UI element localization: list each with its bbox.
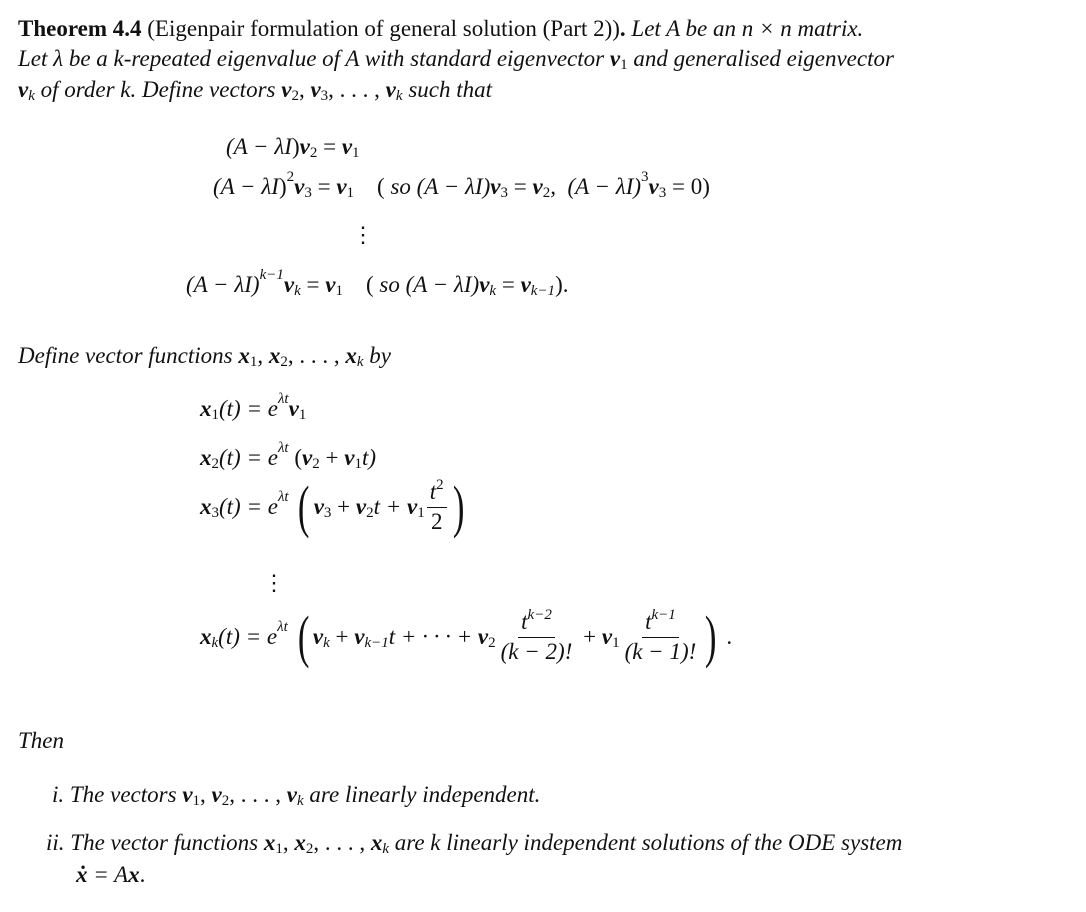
- math-text: Then: [18, 728, 64, 753]
- bold-vector-symbol: v: [325, 272, 336, 297]
- math-text: k: [294, 282, 301, 299]
- numerator: [642, 608, 679, 638]
- bold-vector-symbol: v: [648, 174, 659, 199]
- large-parenthesis: (: [297, 604, 309, 670]
- bold-vector-symbol: v: [299, 134, 310, 159]
- math-text: ,: [200, 782, 212, 807]
- math-text: t): [361, 445, 377, 470]
- math-text: t +: [373, 494, 408, 520]
- math-text: k: [356, 353, 364, 370]
- bold-vector-symbol: x: [268, 343, 281, 368]
- math-text: 1: [249, 353, 258, 370]
- bold-vector-symbol: x: [200, 624, 212, 650]
- bold-vector-symbol: v: [302, 445, 313, 470]
- math-text: 3: [500, 184, 508, 201]
- math-text: 2: [366, 504, 374, 521]
- math-text: , . . . ,: [313, 830, 371, 855]
- conclusion-item-1: [52, 782, 540, 808]
- math-text: 1: [211, 406, 219, 423]
- function-x1: [200, 390, 307, 423]
- math-text: 2: [280, 353, 288, 370]
- bold-vector-symbol: v: [294, 174, 305, 199]
- vertical-dots: ⋮: [263, 570, 285, 595]
- math-text: =: [300, 272, 326, 297]
- math-text: are k linearly independent solutions of the ODE system: [389, 830, 903, 855]
- bold-vector-symbol: v: [344, 445, 355, 470]
- bold-vector-symbol: v: [609, 46, 621, 71]
- bold-vector-symbol: v: [281, 77, 292, 102]
- math-text: 1: [612, 634, 620, 651]
- bold-vector-symbol: x: [128, 862, 140, 887]
- bold-vector-symbol: v: [341, 134, 353, 159]
- fraction: [498, 608, 576, 667]
- bold-vector-symbol: ẋ: [76, 862, 88, 887]
- math-text: t + · · · +: [388, 624, 478, 650]
- theorem-text-line: [18, 46, 894, 72]
- conclusion-item-2-cont: [76, 862, 145, 888]
- vertical-dots: ⋮: [352, 222, 374, 247]
- math-text: (A − λ: [226, 134, 285, 159]
- math-text: 2: [312, 455, 320, 472]
- bold-vector-symbol: x: [294, 830, 306, 855]
- denominator: [622, 638, 700, 667]
- math-text: 2: [305, 840, 314, 857]
- numerator: [427, 478, 447, 508]
- math-text: 2: [221, 792, 230, 809]
- math-text: Let A be an n × n matrix.: [625, 16, 864, 41]
- math-text: k−1: [364, 634, 389, 651]
- equation-1: [226, 134, 360, 160]
- math-text: .: [720, 624, 733, 650]
- math-text: t: [521, 609, 528, 634]
- math-text: k−2: [527, 607, 552, 623]
- math-text: ): [291, 134, 300, 159]
- math-text: λt: [277, 618, 288, 635]
- math-text: =: [317, 134, 342, 159]
- math-text: (: [288, 445, 303, 470]
- equation-2: [213, 168, 710, 201]
- math-text: ,: [282, 830, 295, 855]
- math-text: +: [319, 445, 345, 470]
- math-text: (k − 1)!: [624, 638, 697, 664]
- large-parenthesis: ): [452, 474, 465, 540]
- math-text: [289, 494, 295, 520]
- bold-vector-symbol: v: [354, 624, 365, 650]
- denominator: [428, 508, 446, 537]
- bold-vector-symbol: x: [263, 830, 276, 855]
- math-text: 2: [211, 455, 219, 472]
- math-text: and generalised eigenvector: [627, 46, 894, 71]
- conclusion-item-2: [46, 830, 902, 856]
- define-text: [18, 343, 391, 369]
- math-text: 2: [291, 87, 299, 104]
- math-text: I: [271, 174, 279, 199]
- math-text: 2: [436, 477, 444, 493]
- math-text: 1: [335, 282, 343, 299]
- math-text: 2: [488, 634, 496, 651]
- math-text: k: [489, 282, 497, 299]
- fraction: [622, 608, 700, 667]
- math-text: λt: [277, 488, 289, 505]
- math-text: Theorem 4.4: [18, 16, 142, 41]
- math-text: (t) = e: [219, 494, 278, 520]
- math-text: so: [390, 174, 417, 199]
- bold-vector-symbol: v: [310, 77, 321, 102]
- math-text: (: [342, 272, 380, 297]
- math-text: 1: [192, 792, 201, 809]
- math-text: k: [28, 87, 35, 104]
- math-text: +: [577, 624, 602, 650]
- math-text: , . . . ,: [328, 77, 386, 102]
- bold-vector-symbol: x: [200, 396, 212, 421]
- large-parenthesis: (: [298, 474, 310, 540]
- math-text: 1: [620, 56, 628, 73]
- theorem-heading: [18, 16, 863, 42]
- bold-vector-symbol: v: [490, 174, 501, 199]
- denominator: [498, 638, 576, 667]
- theorem-text-line: [18, 77, 492, 103]
- bold-vector-symbol: v: [283, 272, 295, 297]
- bold-vector-symbol: v: [532, 174, 543, 199]
- bold-vector-symbol: v: [385, 77, 396, 102]
- math-text: 1: [354, 455, 362, 472]
- bold-vector-symbol: x: [238, 343, 250, 368]
- math-text: λt: [277, 390, 289, 407]
- math-text: of order k. Define vectors: [34, 77, 282, 102]
- math-text: 3: [658, 184, 667, 201]
- math-text: .: [619, 16, 626, 41]
- math-text: 2: [309, 144, 318, 161]
- math-text: , . . . ,: [229, 782, 287, 807]
- math-text: 3: [641, 168, 649, 185]
- math-text: (t) = e: [219, 445, 278, 470]
- math-text: 3: [323, 504, 332, 521]
- math-text: +: [329, 624, 355, 650]
- math-text: ,: [257, 343, 269, 368]
- math-text: (: [354, 174, 391, 199]
- math-text: (A − λ: [213, 174, 272, 199]
- bold-vector-symbol: v: [520, 272, 531, 297]
- math-text: by: [363, 343, 391, 368]
- math-text: 1: [417, 504, 425, 521]
- math-text: k: [211, 634, 219, 651]
- math-text: Let λ be a k-repeated eigenvalue of A with standard eigenvector: [18, 46, 610, 71]
- math-text: , (A − λI): [550, 174, 642, 199]
- bold-vector-symbol: v: [312, 624, 324, 650]
- math-text: k: [382, 840, 389, 857]
- bold-vector-symbol: x: [200, 494, 212, 520]
- math-text: so: [379, 272, 406, 297]
- bold-vector-symbol: v: [601, 624, 613, 650]
- fraction: [427, 478, 447, 537]
- math-text: 3: [320, 87, 329, 104]
- bold-vector-symbol: v: [286, 782, 297, 807]
- math-text: t: [645, 609, 652, 634]
- math-text: (A − λI): [186, 272, 260, 297]
- math-text: +: [331, 494, 356, 520]
- math-text: k−1: [530, 282, 556, 299]
- math-text: such that: [402, 77, 493, 102]
- math-text: = 0): [666, 174, 710, 199]
- math-text: t: [429, 479, 437, 504]
- math-text: 1: [346, 184, 355, 201]
- math-text: ,: [298, 77, 311, 102]
- bold-vector-symbol: v: [355, 494, 367, 520]
- math-text: (k − 2)!: [500, 638, 573, 664]
- math-text: 2: [286, 168, 295, 185]
- math-text: 3: [211, 504, 219, 521]
- bold-vector-symbol: x: [345, 343, 357, 368]
- bold-vector-symbol: v: [477, 624, 489, 650]
- math-text: k−1: [259, 266, 284, 283]
- math-text: I: [284, 134, 292, 159]
- math-text: k−1: [651, 607, 676, 623]
- math-text: =: [311, 174, 337, 199]
- function-x2: [200, 439, 377, 472]
- numerator: [518, 608, 555, 638]
- math-text: 3: [304, 184, 312, 201]
- math-text: are linearly independent.: [303, 782, 541, 807]
- math-text: Define vector functions: [18, 343, 239, 368]
- bold-vector-symbol: x: [370, 830, 383, 855]
- math-text: (t) = e: [218, 624, 278, 650]
- math-text: = A: [87, 862, 129, 887]
- math-text: 2: [430, 508, 443, 534]
- bold-vector-symbol: v: [211, 782, 222, 807]
- bold-vector-symbol: v: [18, 77, 29, 102]
- math-text: 1: [275, 840, 283, 857]
- math-text: , . . . ,: [287, 343, 346, 368]
- math-text: 1: [352, 144, 360, 161]
- math-text: [288, 624, 294, 650]
- math-text: (Eigenpair formulation of general solution (Part 2)): [141, 16, 620, 41]
- math-text: k: [296, 792, 304, 809]
- math-text: 1: [298, 406, 307, 423]
- bold-vector-symbol: v: [479, 272, 490, 297]
- bold-vector-symbol: v: [288, 396, 299, 421]
- large-parenthesis: ): [705, 604, 717, 670]
- bold-vector-symbol: v: [336, 174, 347, 199]
- bold-vector-symbol: v: [182, 782, 193, 807]
- math-text: ).: [555, 272, 569, 297]
- function-x3: [200, 474, 468, 540]
- math-text: =: [507, 174, 533, 199]
- math-text: ): [278, 174, 287, 199]
- math-text: k: [395, 87, 403, 104]
- bold-vector-symbol: v: [407, 494, 418, 520]
- math-text: =: [496, 272, 521, 297]
- math-text: (A − λI): [416, 174, 491, 199]
- then-text: [18, 728, 64, 754]
- bold-vector-symbol: x: [200, 445, 212, 470]
- function-xk: [200, 604, 733, 670]
- bold-vector-symbol: v: [313, 494, 324, 520]
- math-text: (A − λI): [405, 272, 480, 297]
- math-text: 2: [542, 184, 551, 201]
- math-text: λt: [277, 439, 289, 456]
- math-text: (t) = e: [219, 396, 278, 421]
- math-text: k: [323, 634, 330, 651]
- math-text: ii. The vector functions: [46, 830, 264, 855]
- math-text: i. The vectors: [52, 782, 183, 807]
- equation-k: [186, 266, 569, 299]
- math-text: .: [139, 862, 146, 887]
